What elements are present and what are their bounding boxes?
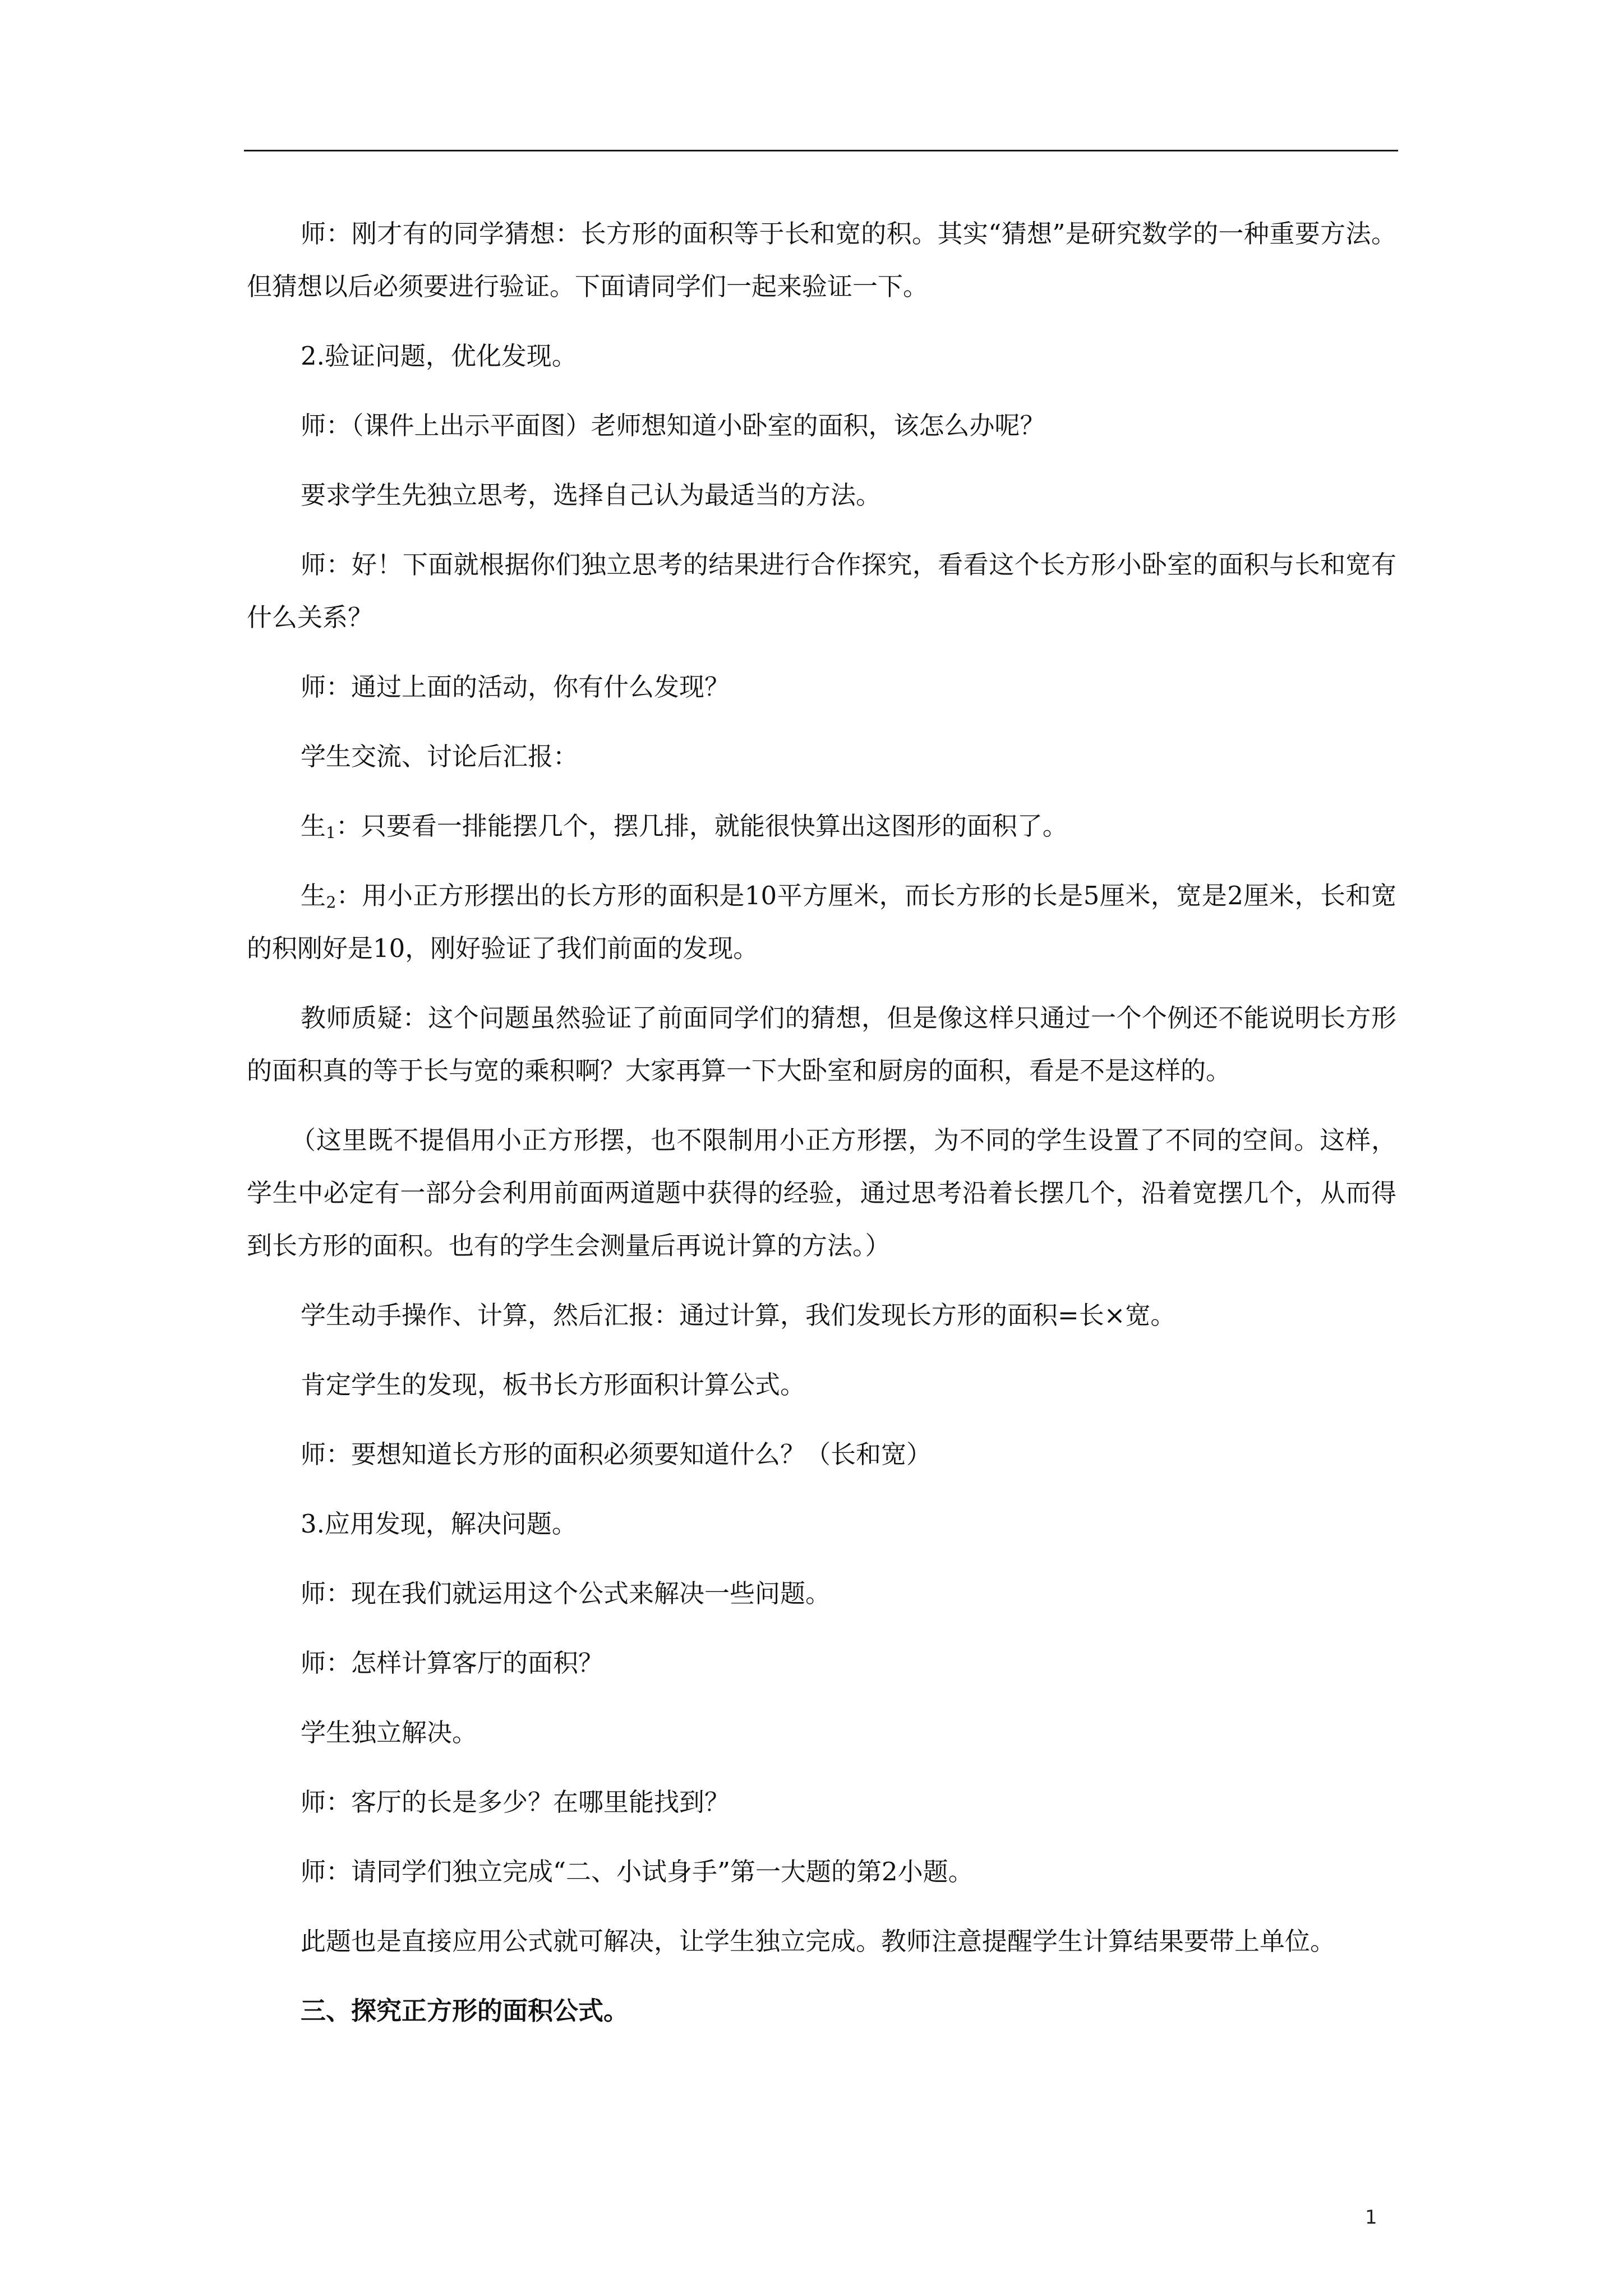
paragraph-independent-thinking: 要求学生先独立思考，选择自己认为最适当的方法。 (301, 480, 882, 510)
paragraph-teacher-guess: 师：刚才有的同学猜想：长方形的面积等于长和宽的积。其实“猜想”是研究数学的一种重要方法。但猜想以后必须要进行验证。下面请同学们一起来验证一下。 (247, 219, 1396, 301)
paragraph-use-formula: 师：现在我们就运用这个公式来解决一些问题。 (301, 1579, 831, 1608)
paragraph-what-needed: 师：要想知道长方形的面积必须要知道什么？（长和宽） (301, 1439, 932, 1469)
paragraph-exercise-instruction: 师：请同学们独立完成“二、小试身手”第一大题的第2小题。 (301, 1857, 974, 1887)
speaker-label: 生 (301, 881, 326, 910)
paragraph-units-reminder: 此题也是直接应用公式就可解决，让学生独立完成。教师注意提醒学生计算结果要带上单位。 (301, 1926, 1336, 1956)
speaker-subscript: 1 (326, 823, 336, 842)
heading-apply-discovery: 3.应用发现，解决问题。 (301, 1509, 577, 1539)
paragraph-teacher-question: 教师质疑：这个问题虽然验证了前面同学们的猜想，但是像这样只通过一个个例还不能说明长方形的面积真的等于长与宽的乘积啊？大家再算一下大卧室和厨房的面积，看是不是这样的。 (247, 1003, 1396, 1085)
paragraph-student-1 (247, 800, 1396, 853)
section-heading-square-area: 三、探究正方形的面积公式。 (301, 1996, 629, 2026)
paragraph-students-solve: 学生独立解决。 (301, 1718, 478, 1747)
paragraph-cooperative-inquiry: 师：好！下面就根据你们独立思考的结果进行合作探究，看看这个长方形小卧室的面积与长和宽有什么关系？ (247, 550, 1396, 632)
paragraph-small-bedroom: 师：（课件上出示平面图）老师想知道小卧室的面积，该怎么办呢？ (301, 411, 1045, 440)
paragraph-student-report: 学生交流、讨论后汇报： (301, 742, 579, 771)
student-1-text: ：只要看一排能摆几个，摆几排，就能很快算出这图形的面积了。 (335, 811, 1068, 841)
heading-verify-problem: 2.验证问题，优化发现。 (301, 341, 577, 371)
page-number: 1 (1365, 2206, 1377, 2229)
paragraph-living-room-length: 师：客厅的长是多少？在哪里能找到？ (301, 1787, 730, 1817)
paragraph-board-formula: 肯定学生的发现，板书长方形面积计算公式。 (301, 1370, 806, 1400)
speaker-subscript: 2 (326, 893, 336, 912)
paragraph-teaching-note: （这里既不提倡用小正方形摆，也不限制用小正方形摆，为不同的学生设置了不同的空间。这样，学生中必定有一部分会利用前面两道题中获得的经验，通过思考沿着长摆几个，沿着宽摆几个，从而得到长方形的面积。也有的学生会测量后再说计算的方法。） (247, 1125, 1396, 1260)
paragraph-living-room-area: 师：怎样计算客厅的面积？ (301, 1648, 604, 1678)
student-2-text: ：用小正方形摆出的长方形的面积是10平方厘米，而长方形的长是5厘米，宽是2厘米，长和宽的积刚好是10，刚好验证了我们前面的发现。 (247, 881, 1396, 963)
header-rule (244, 150, 1398, 151)
paragraph-student-2 (247, 869, 1396, 975)
paragraph-students-calculate: 学生动手操作、计算，然后汇报：通过计算，我们发现长方形的面积=长×宽。 (301, 1300, 1176, 1330)
paragraph-what-discovered: 师：通过上面的活动，你有什么发现？ (301, 672, 730, 702)
speaker-label: 生 (301, 811, 326, 841)
document-body (247, 208, 1396, 2054)
